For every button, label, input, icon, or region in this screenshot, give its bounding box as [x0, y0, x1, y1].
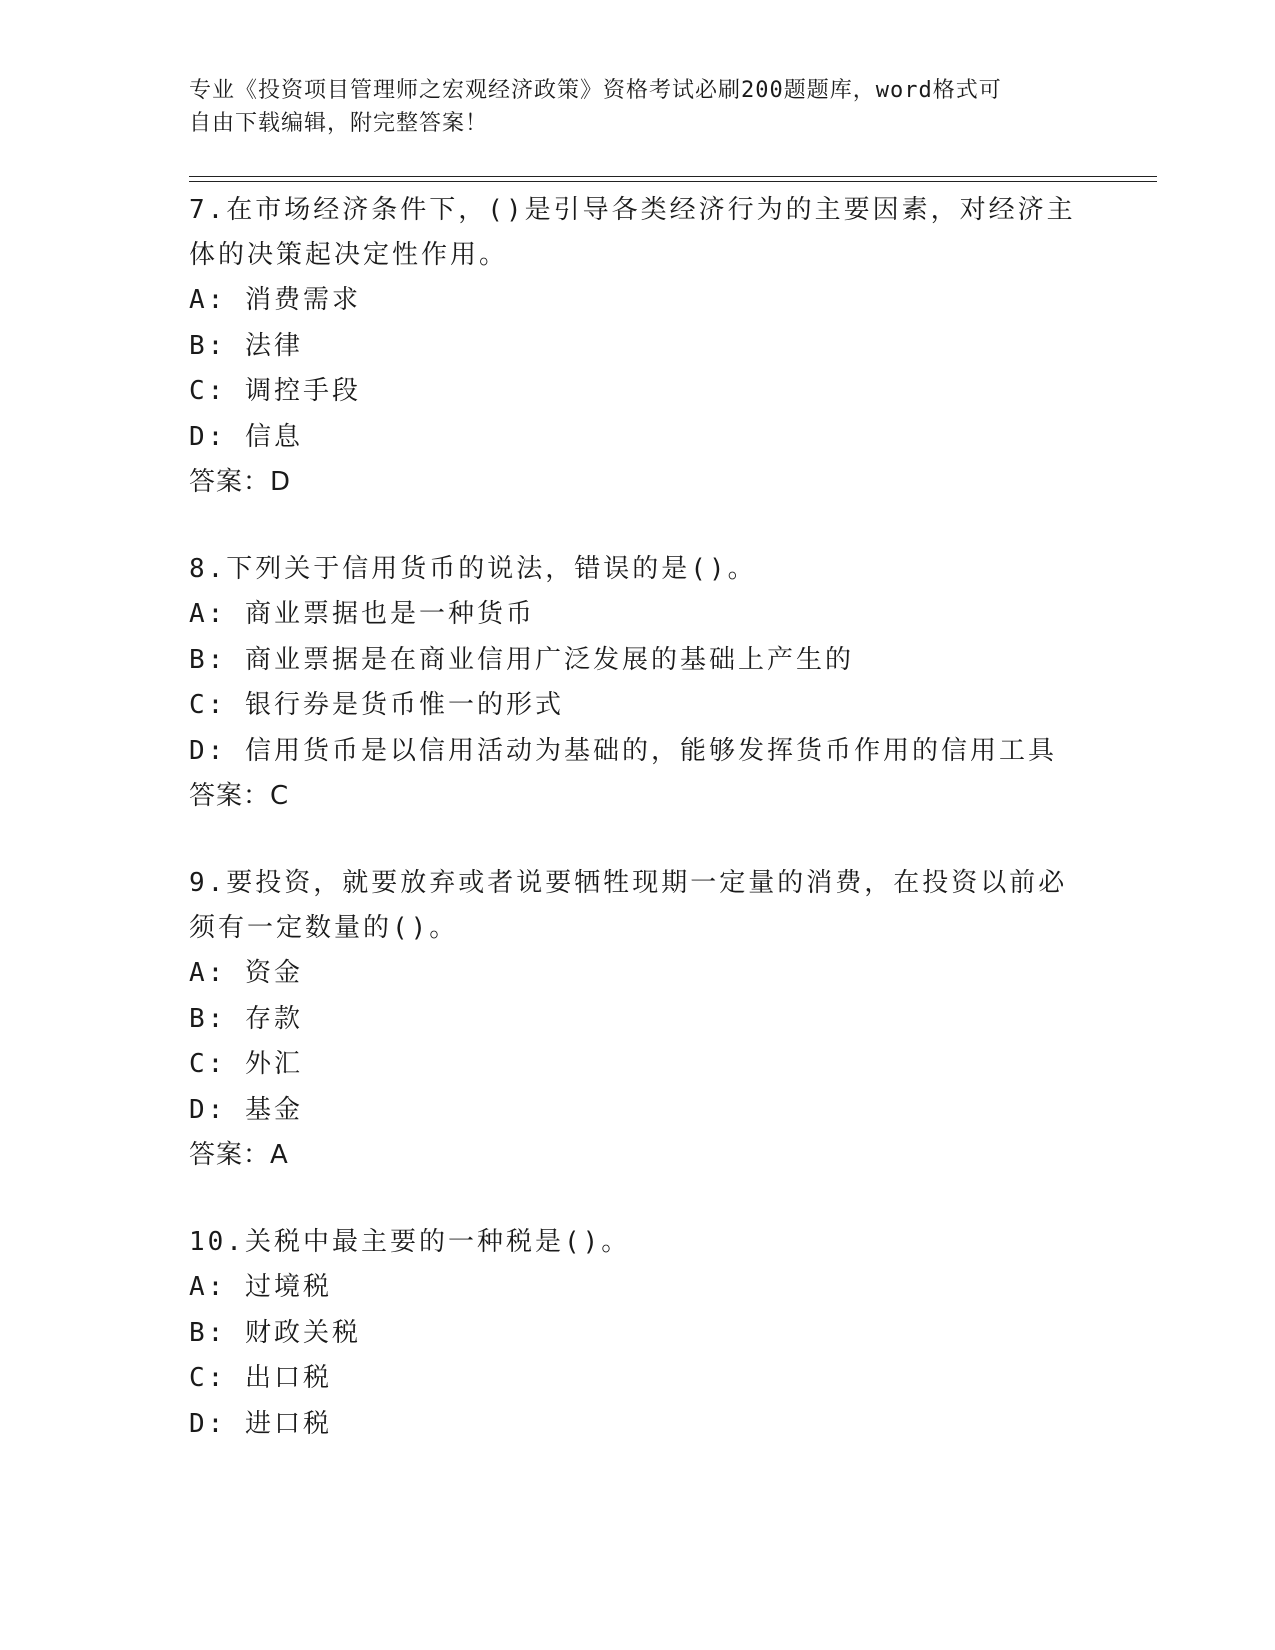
option-a: A: 过境税	[189, 1272, 332, 1302]
option-c: C: 调控手段	[189, 376, 361, 406]
question-7	[189, 188, 1089, 505]
option-b: B: 存款	[189, 1003, 303, 1034]
header-line-2: 自由下载编辑，附完整答案！	[189, 111, 489, 136]
question-9	[189, 861, 1089, 1178]
question-stem-line: 须有一定数量的()。	[189, 913, 459, 943]
answer-label: 答案：C	[189, 781, 290, 811]
answer-label: 答案：A	[189, 1140, 289, 1170]
option-d: D: 信息	[189, 421, 303, 452]
option-d: D: 基金	[189, 1094, 303, 1125]
question-stem	[189, 1220, 1089, 1265]
option-b: B: 财政关税	[189, 1317, 361, 1348]
option-c: C: 外汇	[189, 1049, 303, 1079]
question-list	[189, 188, 1089, 1489]
option-a: A: 商业票据也是一种货币	[189, 599, 535, 629]
question-10	[189, 1220, 1089, 1447]
question-stem-line: 8.下列关于信用货币的说法，错误的是()。	[189, 554, 757, 584]
option-d: D: 信用货币是以信用活动为基础的，能够发挥货币作用的信用工具	[189, 735, 1057, 766]
question-8	[189, 547, 1089, 819]
question-stem	[189, 861, 1089, 951]
question-stem	[189, 547, 1089, 592]
option-b: B: 商业票据是在商业信用广泛发展的基础上产生的	[189, 644, 854, 675]
option-d: D: 进口税	[189, 1408, 332, 1439]
option-b: B: 法律	[189, 330, 303, 361]
option-a: A: 消费需求	[189, 285, 361, 315]
option-a: A: 资金	[189, 958, 303, 988]
answer-label: 答案：D	[189, 467, 292, 497]
question-stem-line: 10.关税中最主要的一种税是()。	[189, 1227, 631, 1257]
option-c: C: 银行券是货币惟一的形式	[189, 690, 564, 720]
question-stem	[189, 188, 1089, 278]
question-stem-line: 体的决策起决定性作用。	[189, 240, 509, 270]
document-header	[189, 74, 1069, 140]
question-stem-line: 7.在市场经济条件下，()是引导各类经济行为的主要因素，对经济主	[189, 195, 1076, 225]
option-c: C: 出口税	[189, 1363, 332, 1393]
header-divider	[189, 176, 1157, 182]
header-line-1: 专业《投资项目管理师之宏观经济政策》资格考试必刷200题题库，word格式可	[189, 78, 1002, 103]
question-stem-line: 9.要投资，就要放弃或者说要牺牲现期一定量的消费，在投资以前必	[189, 868, 1068, 898]
